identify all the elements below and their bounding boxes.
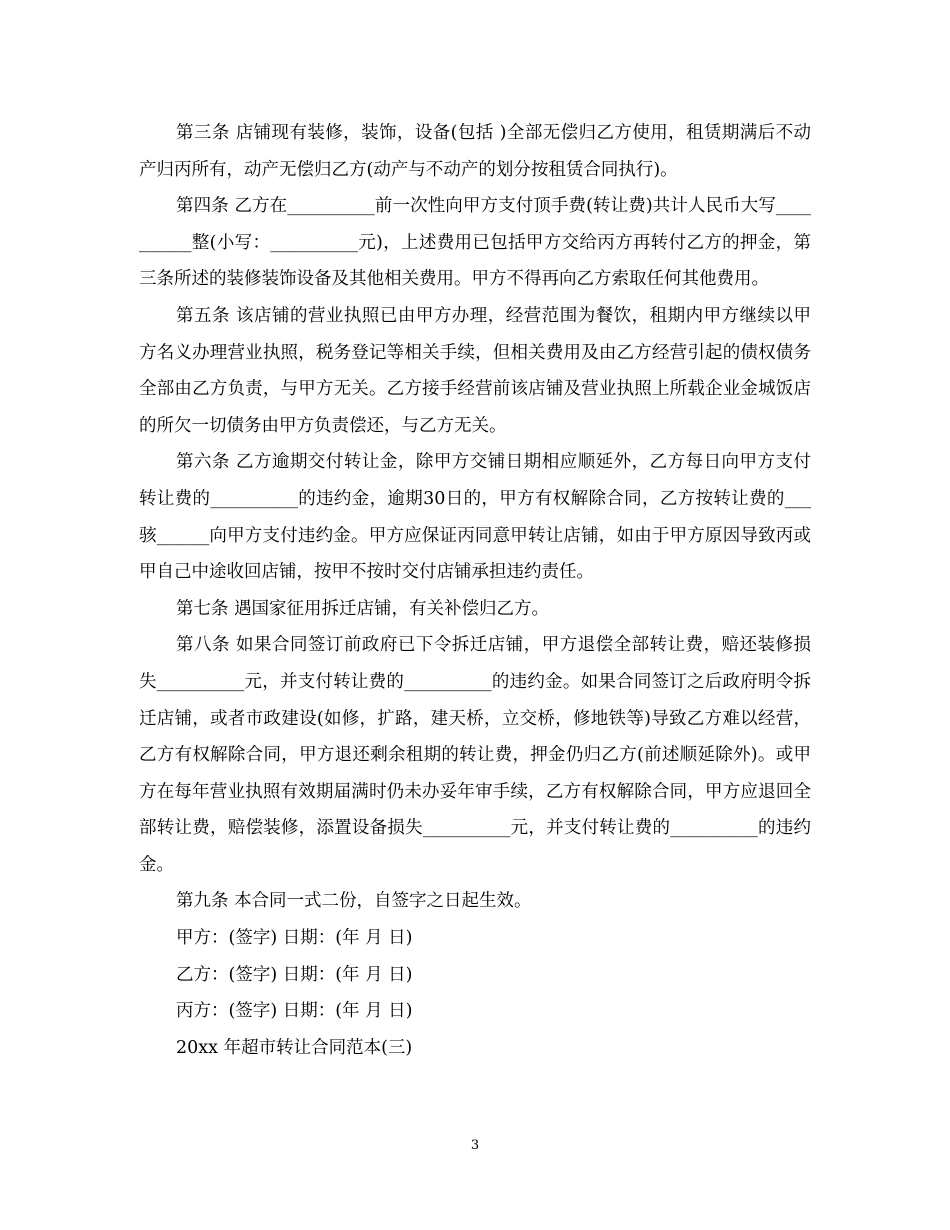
clause-3: 第三条 店铺现有装修，装饰，设备(包括 )全部无偿归乙方使用，租赁期满后不动产归丙所有，动产无偿归乙方(动产与不动产的划分按租赁合同执行)。 xyxy=(139,123,811,180)
page-number: 3 xyxy=(470,1138,480,1153)
clause-4: 第四条 乙方在__________前一次性向甲方支付顶手费(转让费)共计人民币大写__________整(小写：__________元)，上述费用已包括甲方交给丙方再转付乙方的押金，第三条所述的装修装饰设备及其他相关费用。甲方不得再向乙方索取任何其他费用。 xyxy=(139,196,811,290)
next-template-title: 20xx 年超市转让合同范本(三) xyxy=(176,1037,413,1058)
document-body xyxy=(139,115,811,1066)
clause-9: 第九条 本合同一式二份，自签字之日起生效。 xyxy=(176,891,532,912)
clause-6: 第六条 乙方逾期交付转让金，除甲方交铺日期相应顺延外，乙方每日向甲方支付转让费的__________的违约金，逾期30日的，甲方有权解除合同，乙方按转让费的___骇______向甲方支付违约金。甲方应保证丙同意甲转让店铺，如由于甲方原因导致丙或甲自己中途收回店铺，按甲不按时交付店铺承担违约责任。 xyxy=(139,452,811,583)
signature-party-c: 丙方：(签字) 日期：(年 月 日) xyxy=(176,1001,413,1022)
clause-8: 第八条 如果合同签订前政府已下令拆迁店铺，甲方退偿全部转让费，赔还装修损失__________元，并支付转让费的__________的违约金。如果合同签订之后政府明令拆迁店铺，或者市政建设(如修，扩路，建天桥，立交桥，修地铁等)导致乙方难以经营，乙方有权解除合同，甲方退还剩余租期的转让费，押金仍归乙方(前述顺延除外)。或甲方在每年营业执照有效期届满时仍未办妥年审手续，乙方有权解除合同，甲方应退回全部转让费，赔偿装修，添置设备损失__________元，并支付转让费的__________的违约金。 xyxy=(139,635,811,875)
clause-7: 第七条 遇国家征用拆迁店铺，有关补偿归乙方。 xyxy=(176,598,550,619)
signature-party-a: 甲方：(签字) 日期：(年 月 日) xyxy=(176,928,413,949)
clause-5: 第五条 该店铺的营业执照已由甲方办理，经营范围为餐饮，租期内甲方继续以甲方名义办理营业执照，税务登记等相关手续，但相关费用及由乙方经营引起的债权债务全部由乙方负责，与甲方无关。乙方接手经营前该店铺及营业执照上所载企业金城饭店的所欠一切债务由甲方负责偿还，与乙方无关。 xyxy=(139,305,811,436)
signature-party-b: 乙方：(签字) 日期：(年 月 日) xyxy=(176,964,413,985)
